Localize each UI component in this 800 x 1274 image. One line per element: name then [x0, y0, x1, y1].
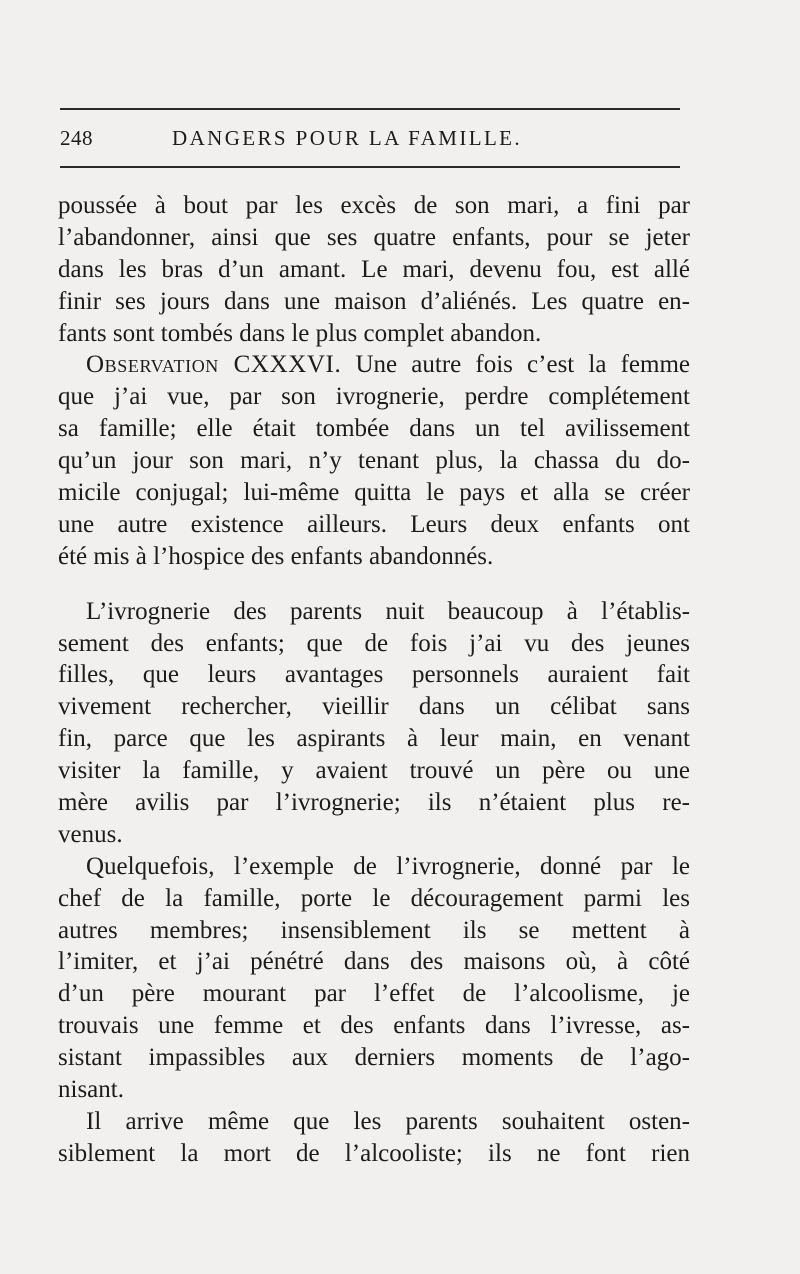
observation-text: Une autre fois c’est la femme — [355, 351, 690, 379]
paragraph — [58, 1106, 690, 1170]
text-line: été mis à l’hospice des enfants abandonnés. — [58, 542, 494, 570]
text-line: nisant. — [58, 1076, 124, 1104]
text-line: micile conjugal; lui-même quitta le pays et alla se créer — [58, 479, 690, 507]
paragraph — [58, 596, 690, 851]
text-line: finir ses jours dans une maison d’aliénés. Les quatre en- — [58, 287, 690, 315]
text-line: dans les bras d’un amant. Le mari, devenu fou, est allé — [58, 255, 690, 283]
text-line: L’ivrognerie des parents nuit beaucoup à l’établis- — [86, 597, 690, 625]
running-title: DANGERS POUR LA FAMILLE. — [172, 126, 523, 150]
text-line: sa famille; elle était tombée dans un tel avilissement — [58, 415, 690, 443]
text-line: Il arrive même que les parents souhaitent osten- — [86, 1107, 690, 1135]
body-text — [58, 190, 690, 1170]
text-line: une autre existence ailleurs. Leurs deux enfants ont — [58, 510, 690, 538]
text-line: chef de la famille, porte le découragement parmi les — [58, 884, 690, 912]
text-line: l’abandonner, ainsi que ses quatre enfants, pour se jeter — [58, 223, 690, 251]
text-line — [58, 349, 690, 381]
running-head — [60, 126, 680, 158]
text-line: fin, parce que les aspirants à leur main, en venant — [58, 725, 690, 753]
text-line: siblement la mort de l’alcooliste; ils ne font rien — [58, 1139, 690, 1167]
text-line: sistant impassibles aux derniers moments de l’ago- — [58, 1044, 690, 1072]
page-number: 248 — [60, 126, 93, 150]
text-line: qu’un jour son mari, n’y tenant plus, la chassa du do- — [58, 447, 690, 475]
text-line: mère avilis par l’ivrognerie; ils n’étaient plus re- — [58, 789, 690, 817]
text-line: trouvais une femme et des enfants dans l’ivresse, as- — [58, 1012, 690, 1040]
text-line: filles, que leurs avantages personnels auraient fait — [58, 661, 690, 689]
text-line: vivement rechercher, vieillir dans un célibat sans — [58, 693, 690, 721]
text-line: que j’ai vue, par son ivrognerie, perdre complétement — [58, 383, 690, 411]
text-line: l’imiter, et j’ai pénétré dans des maisons où, à côté — [58, 948, 690, 976]
text-line: visiter la famille, y avaient trouvé un père ou une — [58, 757, 690, 785]
header-rule-bottom — [60, 166, 680, 168]
paragraph-continued — [58, 190, 690, 349]
text-line: sement des enfants; que de fois j’ai vu des jeunes — [58, 629, 690, 657]
observation-label: Observation CXXXVI. — [86, 351, 342, 379]
paragraph — [58, 851, 690, 1106]
text-line: Quelquefois, l’exemple de l’ivrognerie, donné par le — [86, 852, 690, 880]
text-line: fants sont tombés dans le plus complet abandon. — [58, 319, 542, 347]
section-gap — [58, 573, 690, 596]
text-line: d’un père mourant par l’effet de l’alcoolisme, je — [58, 980, 690, 1008]
text-line: poussée à bout par les excès de son mari, a fini par — [58, 192, 690, 219]
text-line: autres membres; insensiblement ils se mettent à — [58, 916, 690, 944]
text-line: venus. — [58, 820, 123, 848]
observation-paragraph — [58, 349, 690, 572]
header-rule-top — [60, 108, 680, 110]
